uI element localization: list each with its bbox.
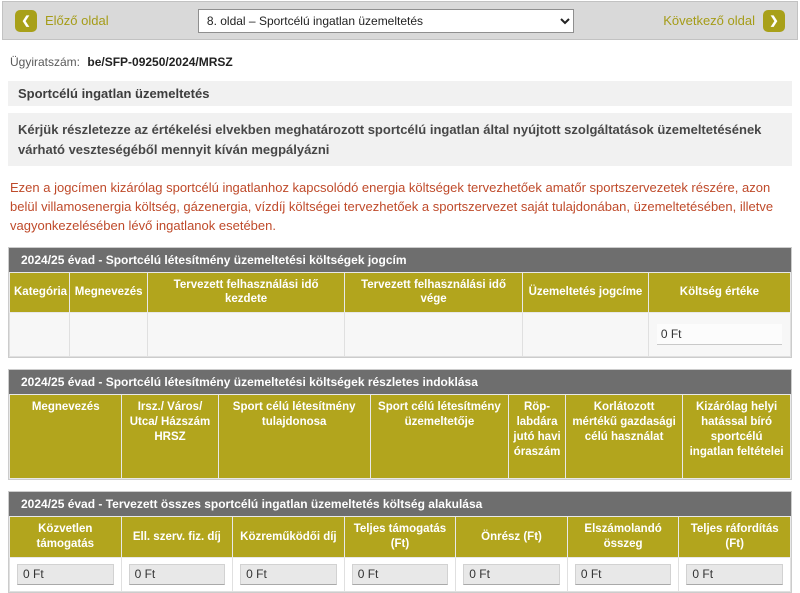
table-detailed-justification-title: 2024/25 évad - Sportcélú létesítmény üzemeltetési költségek részletes indoklása [9,370,791,394]
direct-support-field: 0 Ft [17,564,114,585]
prev-page-button[interactable] [15,10,109,32]
prev-page-label: Előző oldal [45,13,109,28]
column-header-contributor-fee: Közreműködői díj [233,517,345,558]
case-number-value: be/SFP-09250/2024/MRSZ [87,55,233,69]
column-header-facility-owner: Sport célú létesítmény tulajdonosa [218,395,370,479]
column-header-usage-end: Tervezett felhasználási idő vége [345,272,523,313]
cell-total-support [344,558,456,592]
column-header-accountable-amount: Elszámolandó összeg [567,517,679,558]
table-total-costs-title: 2024/25 évad - Tervezett összes sportcélú ingatlan üzemeltetés költség alakulása [9,492,791,516]
cell-own-share [456,558,568,592]
total-expenditure-field: 0 Ft [686,564,783,585]
column-header-cost-value: Költség értéke [648,272,790,313]
cell-operation-title-empty [523,313,649,357]
notice-text: Ezen a jogcímen kizárólag sportcélú ingatlanhoz kapcsolódó energia költségek tervezhetőek amatőr sportszervezetek részére, azon belül villamosenergia költség, gázenergia, vízdíj költségei tervezhetőek a sportszervezet saját tulajdonában, üzemeltetésében, illetve vagyonkezelésében lévő ingatlanok esetében. [10,180,774,233]
column-header-operation-title: Üzemeltetés jogcíme [523,272,649,313]
page-select[interactable] [198,9,574,33]
own-share-field: 0 Ft [463,564,560,585]
cell-cost-value [648,313,790,357]
contributor-fee-field: 0 Ft [240,564,337,585]
case-number-label: Ügyiratszám: [10,55,81,69]
column-header-usage-start: Tervezett felhasználási idő kezdete [148,272,345,313]
case-number-row [10,55,790,69]
column-header-total-support: Teljes támogatás (Ft) [344,517,456,558]
column-header-name: Megnevezés [10,395,122,479]
cell-contributor-fee [233,558,345,592]
next-page-button[interactable] [663,10,785,32]
total-support-field: 0 Ft [352,564,449,585]
total-costs-table [9,516,791,592]
table-row [10,313,791,357]
column-header-audit-fee: Ell. szerv. fiz. díj [121,517,233,558]
column-header-address: Irsz./ Város/ Utca/ Házszám HRSZ [122,395,218,479]
audit-fee-field: 0 Ft [129,564,226,585]
cell-audit-fee [121,558,233,592]
column-header-local-impact-conditions: Kizárólag helyi hatással bíró sportcélú ingatlan feltételei [683,395,791,479]
accountable-amount-field: 0 Ft [575,564,672,585]
question-text: Kérjük részletezze az értékelési elvekben meghatározott sportcélú ingatlan által nyújtott szolgáltatások üzemeltetésének várható veszteségéből mennyit kíván megpályázni [8,113,792,166]
table-row [10,558,791,592]
table-operating-costs-title: 2024/25 évad - Sportcélú létesítmény üzemeltetési költségek jogcím [9,248,791,272]
cell-direct-support [10,558,122,592]
chevron-left-icon: ❮ [15,10,37,32]
operating-costs-table [9,272,791,358]
cell-accountable-amount [567,558,679,592]
table-operating-costs [8,247,792,359]
cell-usage-start-empty [148,313,345,357]
cell-category-empty [10,313,70,357]
column-header-total-expenditure: Teljes ráfordítás (Ft) [679,517,791,558]
table-total-costs [8,491,792,593]
column-header-direct-support: Közvetlen támogatás [10,517,122,558]
detailed-justification-table [9,394,791,479]
pagination-bar [2,1,798,40]
column-header-facility-operator: Sport célú létesítmény üzemeltetője [370,395,508,479]
page-title: Sportcélú ingatlan üzemeltetés [8,81,792,106]
column-header-own-share: Önrész (Ft) [456,517,568,558]
cell-name-empty [70,313,148,357]
column-header-limited-economic-use: Korlátozott mértékű gazdasági célú használat [566,395,683,479]
cell-usage-end-empty [345,313,523,357]
table-detailed-justification [8,369,792,480]
column-header-name: Megnevezés [70,272,148,313]
next-page-label: Következő oldal [663,13,755,28]
column-header-volleyball-hours: Röp- labdára jutó havi óraszám [509,395,566,479]
cell-total-expenditure [679,558,791,592]
chevron-right-icon: ❯ [763,10,785,32]
cost-value-input[interactable]: 0 Ft [657,324,782,345]
column-header-category: Kategória [10,272,70,313]
